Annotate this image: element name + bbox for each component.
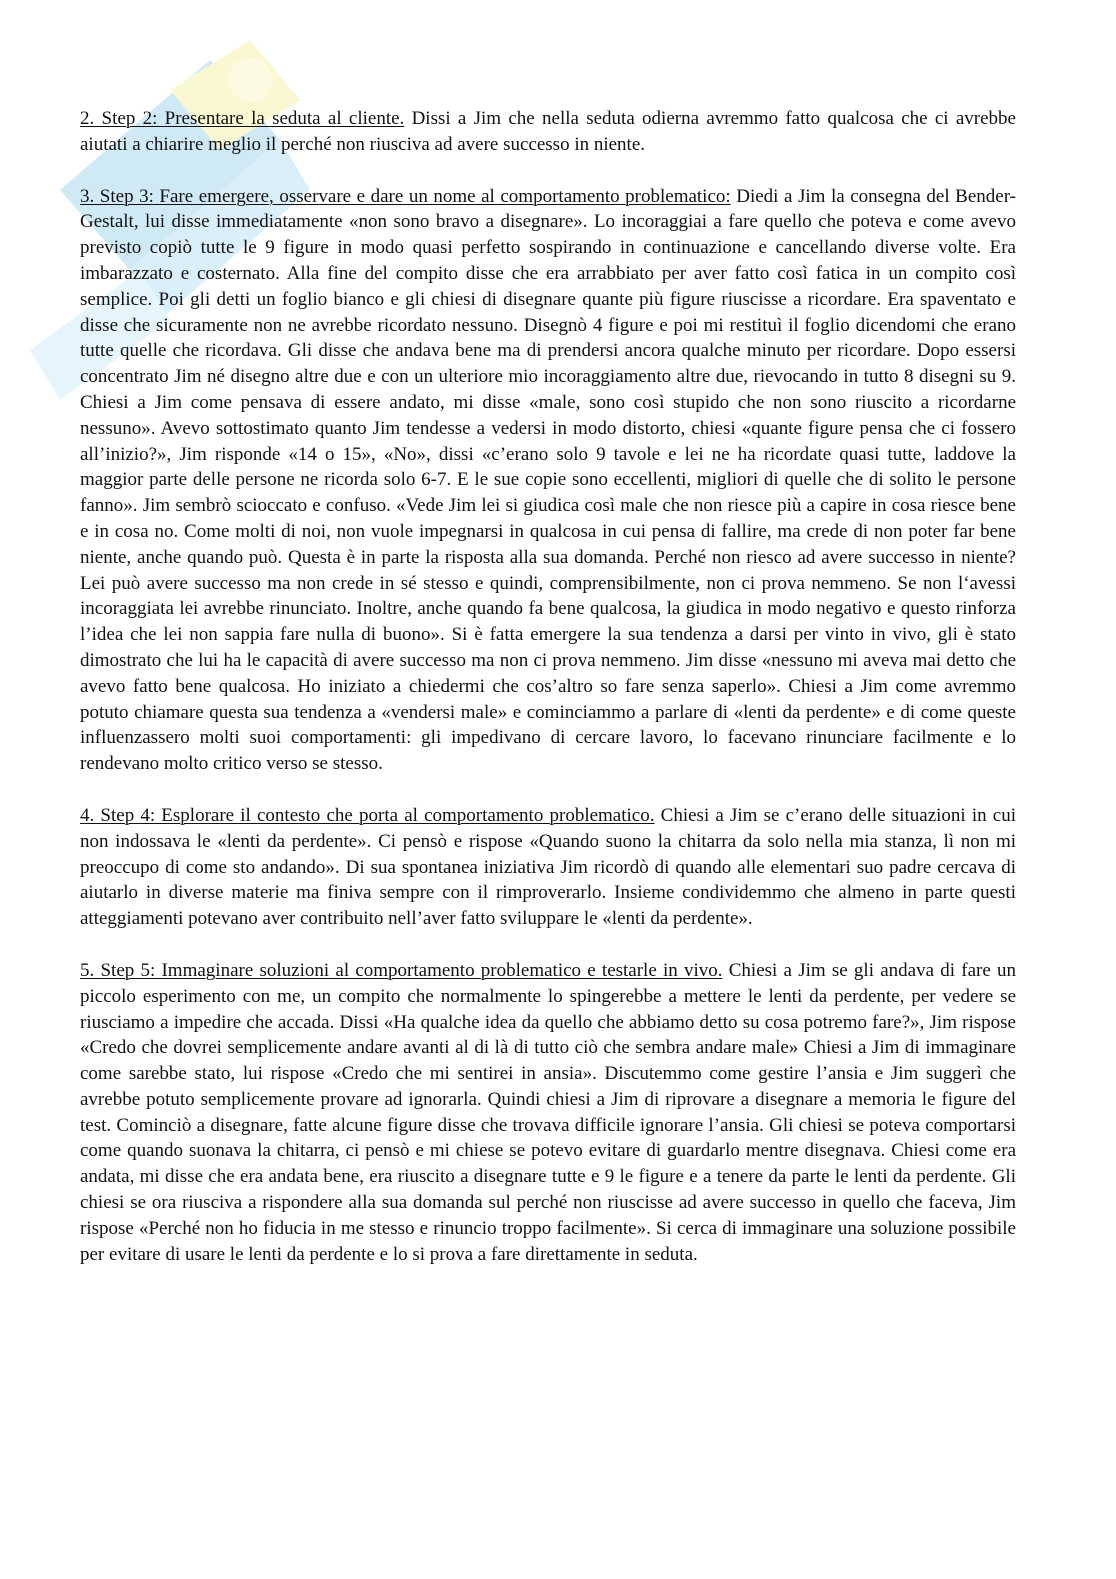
document-page	[80, 106, 1016, 1293]
step-2-title: 2. Step 2: Presentare la seduta al cliente.	[80, 108, 405, 129]
step-5-body: Chiesi a Jim se gli andava di fare un piccolo esperimento con me, un compito che normalmente lo spingerebbe a mettere le lenti da perdente, per vedere se riusciamo a impedire che accada. Dissi «Ha qualche idea da quello che abbiamo detto su cosa potremo fare?», Jim rispose «Credo che dovrei semplicemente andare avanti al di là di tutto ciò che sembra andare male» Chiesi a Jim di immaginare come sarebbe stato, lui rispose «Credo che mi sentirei in ansia». Discutemmo come gestire l’ansia e Jim suggerì che avrebbe potuto semplicemente provare ad ignorarla. Quindi chiesi a Jim di riprovare a disegnare a memoria le figure del test. Cominciò a disegnare, fatte alcune figure disse che trovava difficile ignorare l’ansia. Gli chiesi se poteva comportarsi come quando suonava la chitarra, ci pensò e mi chiese se potevo evitare di guardarlo mentre disegnava. Chiesi come era andata, mi disse che era andata bene, era riuscito a disegnare tutte e 9 le figure e a tenere da parte le lenti da perdente. Gli chiesi se ora riusciva a rispondere alla sua domanda sul perché non riuscisse ad avere successo in quello che faceva, Jim rispose «Perché non ho fiducia in me stesso e rinuncio troppo facilmente». Si cerca di immaginare una soluzione possibile per evitare di usare le lenti da perdente e lo si prova a fare direttamente in seduta.	[80, 959, 1016, 1265]
step-4-body: Chiesi a Jim se c’erano delle situazioni in cui non indossava le «lenti da perdente». Ci pensò e rispose «Quando suono la chitarra da solo nella mia stanza, lì non mi preoccupo di come sto andando». Di sua spontanea iniziativa Jim ricordò di quando alle elementari suo padre cercava di aiutarlo in diverse materie ma finiva sempre con il rimproverarlo. Insieme condividemmo che almeno in parte questi atteggiamenti potevano aver contribuito nell’aver fatto sviluppare le «lenti da perdente».	[80, 804, 1017, 930]
step-4-paragraph	[80, 803, 1016, 932]
step-2-paragraph	[80, 106, 1016, 158]
step-2-body: Dissi a Jim che nella seduta odierna avremmo fatto qualcosa che ci avrebbe aiutati a chiarire meglio il perché non riusciva ad avere successo in niente.	[80, 108, 1016, 155]
step-3-body: Diedi a Jim la consegna del Bender-Gestalt, lui disse immediatamente «non sono bravo a disegnare». Lo incoraggiai a fare quello che poteva e come avevo previsto copiò tutte le 9 figure in modo quasi perfetto sospirando in continuazione e cancellando diverse volte. Era imbarazzato e costernato. Alla fine del compito disse che era arrabbiato per aver fatto così fatica in un compito così semplice. Poi gli detti un foglio bianco e gli chiesi di disegnare quante più figure riuscisse a ricordare. Era spaventato e disse che sicuramente non ne avrebbe ricordato nessuno. Disegnò 4 figure e poi mi restituì il foglio dicendomi che erano tutte quelle che ricordava. Gli disse che andava bene ma di prendersi ancora qualche minuto per ricordare. Dopo essersi concentrato Jim né disegno altre due e con un ulteriore mio incoraggiamento altre due, rievocando in tutto 8 disegni su 9. Chiesi a Jim come pensava di essere andato, mi disse «male, sono così stupido che non sono riuscito a ricordarne nessuno». Avevo sottostimato quanto Jim tendesse a vedersi in modo distorto, chiesi «quante figure pensa che ci fossero all’inizio?», Jim risponde «14 o 15», «No», dissi «c’erano solo 9 tavole e lei ne ha ricordate quasi tutte, laddove la maggior parte delle persone ne ricorda solo 6-7. E le sue copie sono eccellenti, migliori di quelle che di solito le persone fanno». Jim sembrò scioccato e confuso. «Vede Jim lei si giudica così male che non riesce più a capire in cosa riesce bene e in cosa no. Come molti di noi, non vuole impegnarsi in qualcosa in cui pensa di fallire, ma crede di non poter far bene niente, anche quando può. Questa è in parte la risposta alla sua domanda. Perché non riesco ad avere successo in niente? Lei può avere successo ma non crede in sé stesso e quindi, comprensibilmente, non ci prova nemmeno. Se non l‘avessi incoraggiata lei avrebbe rinunciato. Inoltre, anche quando fa bene qualcosa, la giudica in modo negativo e questo rinforza l’idea che lei non sappia fare nulla di buono». Si è fatta emergere la sua tendenza a darsi per vinto in vivo, gli è stato dimostrato che lui ha le capacità di avere successo ma non ci prova nemmeno. Jim disse «nessuno mi aveva mai detto che avevo fatto bene qualcosa. Ho iniziato a chiedermi che cos’altro so fare senza saperlo». Chiesi a Jim come avremmo potuto chiamare questa sua tendenza a «vendersi male» e cominciammo a parlare di «lenti da perdente» e di come queste influenzassero molti suoi comportamenti: gli impedivano di cercare lavoro, lo facevano rinunciare facilmente e lo rendevano molto critico verso se stesso.	[80, 185, 1016, 775]
step-5-title: 5. Step 5: Immaginare soluzioni al comportamento problematico e testarle in vivo.	[80, 959, 723, 981]
step-5-paragraph	[80, 958, 1016, 1268]
step-3-title: 3. Step 3: Fare emergere, osservare e dare un nome al comportamento problematico:	[80, 185, 731, 207]
step-3-paragraph	[80, 184, 1016, 777]
step-4-title: 4. Step 4: Esplorare il contesto che porta al comportamento problematico.	[80, 804, 655, 826]
